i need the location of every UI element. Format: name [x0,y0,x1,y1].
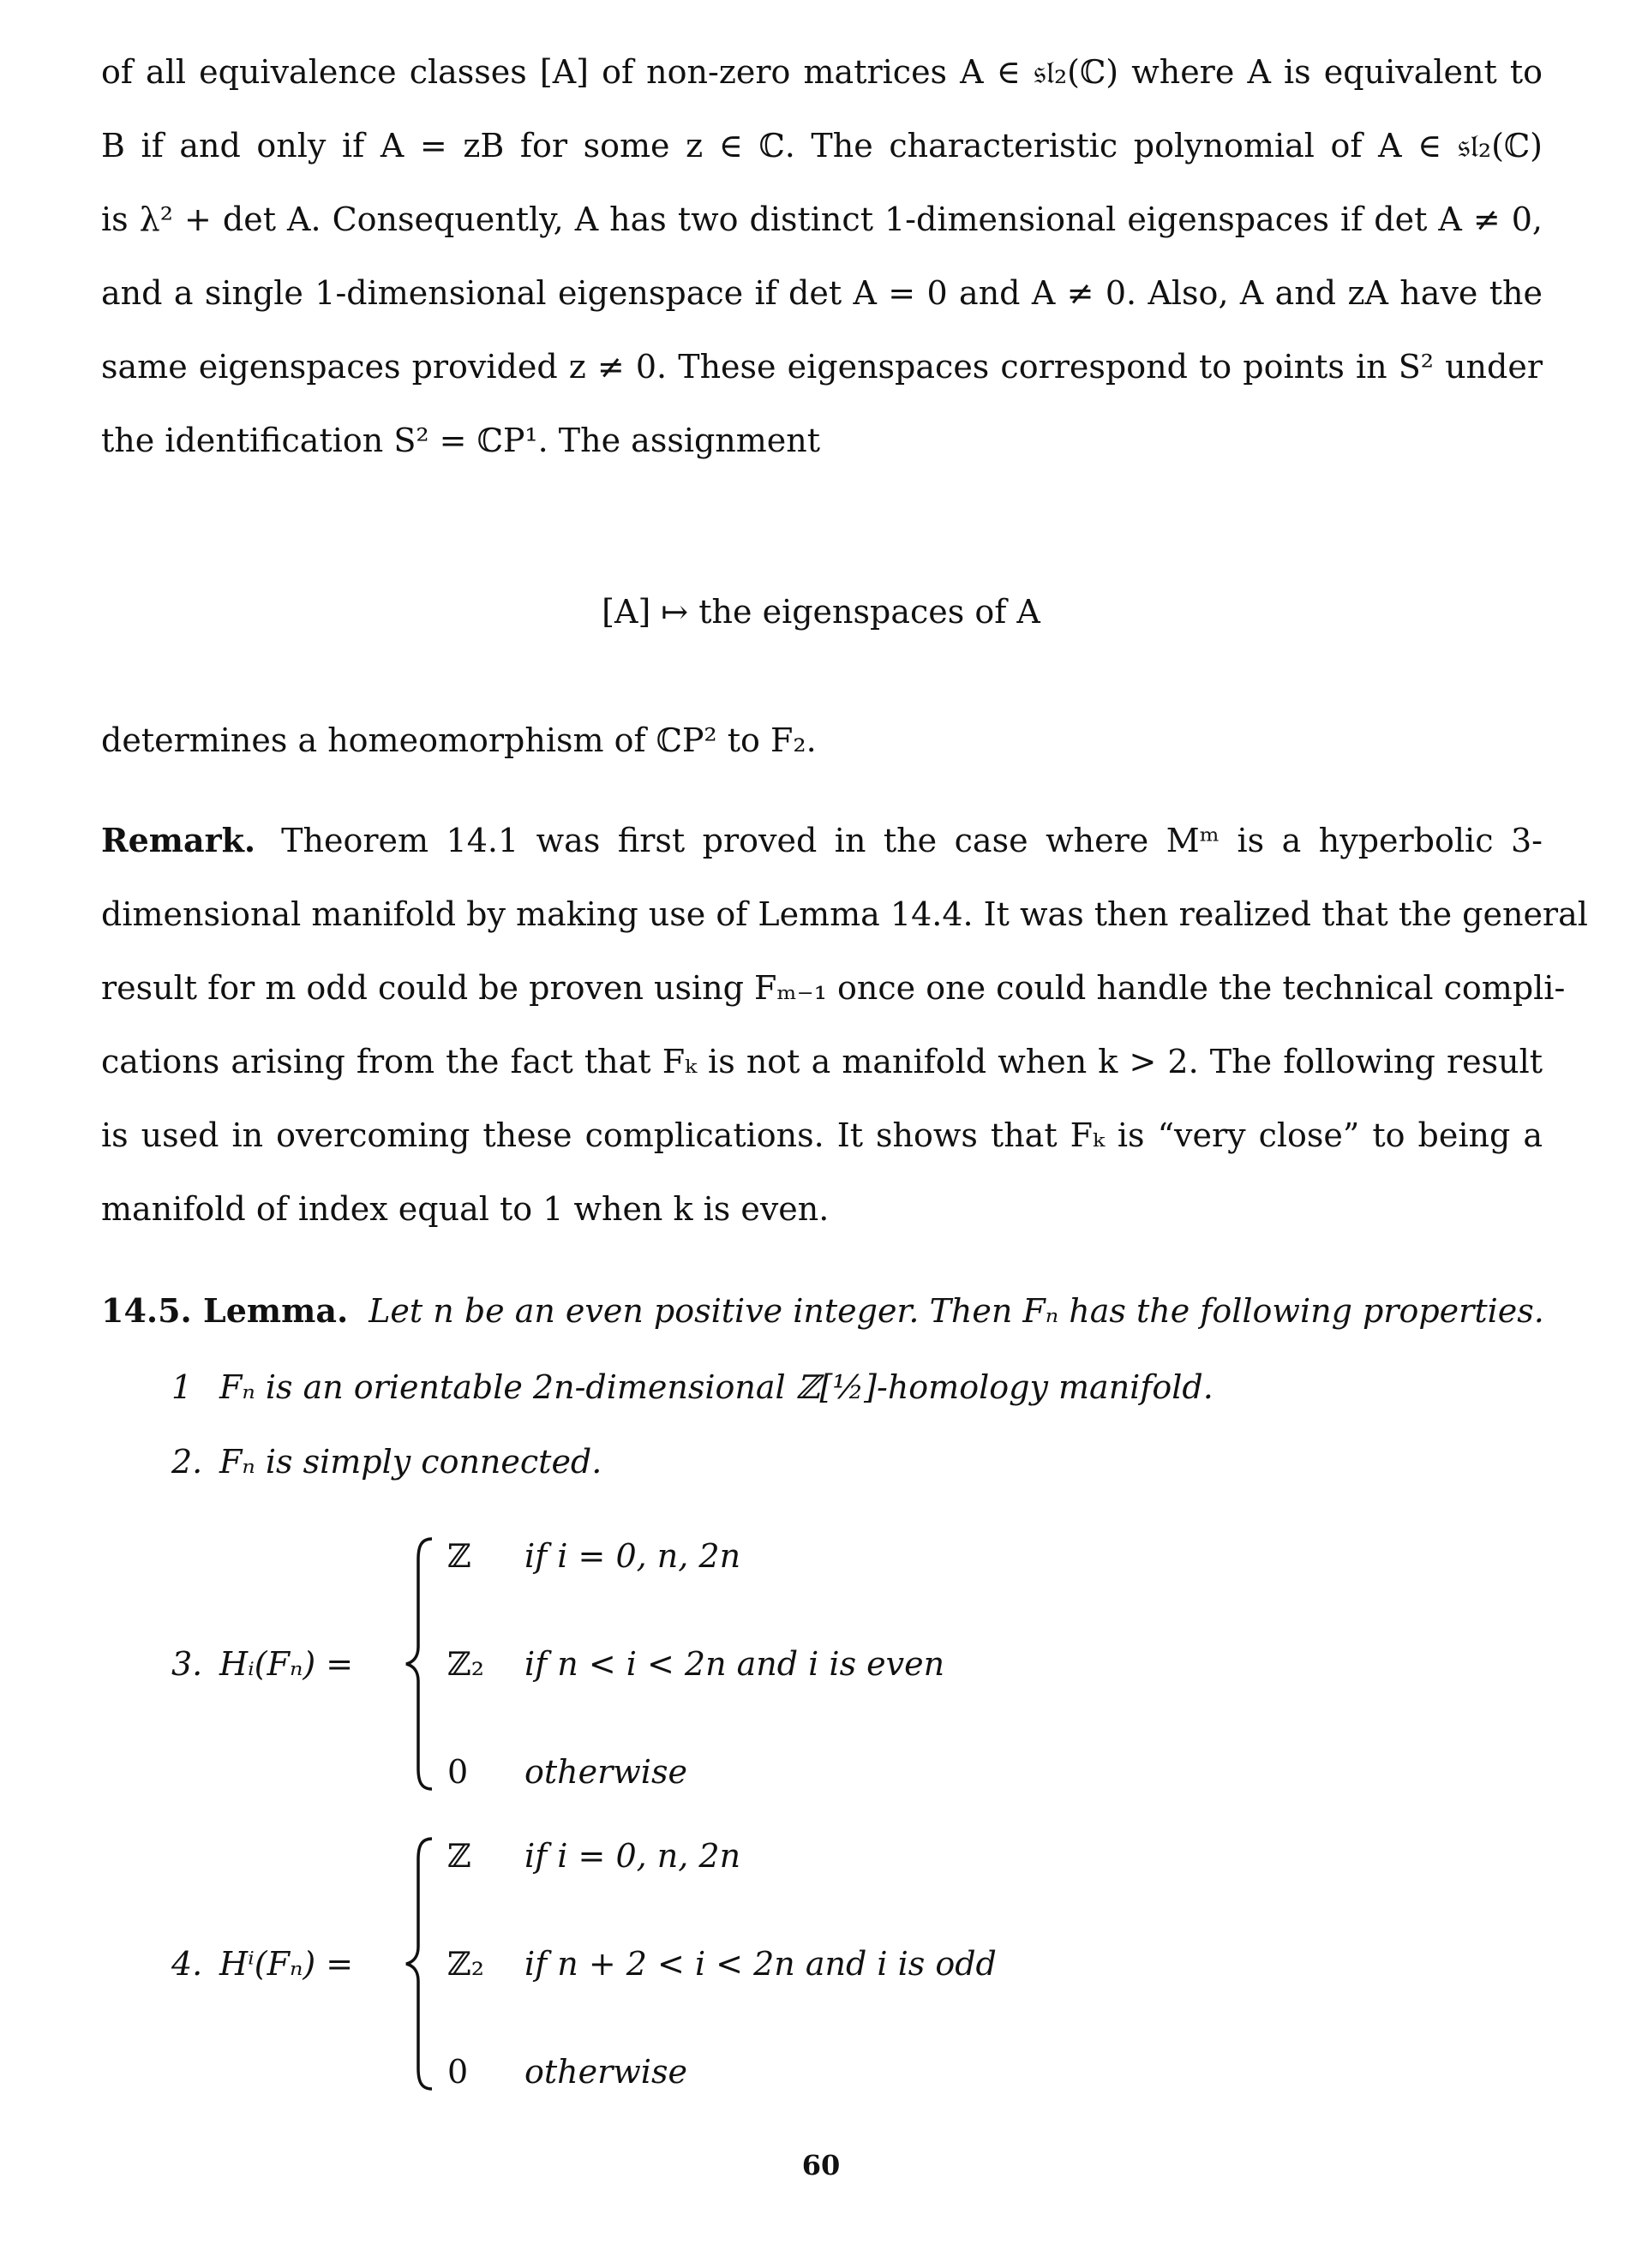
case-row [447,1534,740,1578]
remark-label: Remark. [101,821,256,859]
case-row [447,1750,687,1794]
case-value: ℤ₂ [447,1945,484,1983]
text-line: is λ² + det A. Consequently, A has two distinct 1-dimensional eigenspaces if det A ≠ 0, [101,200,1543,238]
lemma-heading [101,1289,1543,1333]
case-value: 0 [447,1753,469,1791]
case-condition: if n + 2 < i < 2n and i is odd [524,1945,997,1983]
case-value: ℤ [447,1837,471,1875]
case-condition: otherwise [524,1753,687,1791]
item-number: 2. [171,1443,203,1481]
case-condition: if n < i < 2n and i is even [524,1645,945,1683]
text-line: is used in overcoming these complications. It shows that Fₖ is “very close” to being a [101,1116,1543,1154]
lemma-label: 14.5. Lemma. [101,1291,349,1330]
text-line: and a single 1-dimensional eigenspace if det A = 0 and A ≠ 0. Also, A and zA have the [101,274,1543,312]
case-row [447,2050,687,2094]
case-row [447,1834,740,1878]
lemma-item-2 [171,1439,602,1484]
case-condition: if i = 0, n, 2n [524,1837,741,1875]
lemma-item-3-label [171,1642,353,1686]
item-number: 1 [171,1368,193,1406]
item-number: 3. [171,1645,203,1683]
lemma-statement: Let n be an even positive integer. Then Fₙ has the following properties. [369,1292,1544,1330]
case-row [447,1642,944,1686]
case-condition: if i = 0, n, 2n [524,1537,741,1575]
text-line: manifold of index equal to 1 when k is even. [101,1190,830,1228]
text-line: Theorem 14.1 was first proved in the case where Mᵐ is a hyperbolic 3- [281,822,1543,859]
case-value: ℤ₂ [447,1645,484,1683]
item-number: 4. [171,1945,203,1983]
left-brace-icon [403,1535,437,1792]
text-line: the identification S² = ℂP¹. The assignment [101,422,821,459]
text-line: determines a homeomorphism of ℂP² to F₂. [101,721,817,759]
case-value: ℤ [447,1537,471,1575]
left-brace-icon [403,1835,437,2092]
item-text: Fₙ is an orientable 2n-dimensional ℤ[½]-homology manifold. [219,1368,1214,1406]
case-row [447,1942,997,1986]
display-formula: [A] ↦ the eigenspaces of A [602,593,1040,631]
text-line: cations arising from the fact that Fₖ is not a manifold when k > 2. The following result [101,1043,1543,1080]
text-line: of all equivalence classes [A] of non-zero matrices A ∈ 𝔰𝔩₂(ℂ) where A is equivalent to [101,53,1543,91]
item-text: Fₙ is simply connected. [219,1443,602,1481]
case-value: 0 [447,2053,469,2091]
text-line: B if and only if A = zB for some z ∈ ℂ. The characteristic polynomial of A ∈ 𝔰𝔩₂(ℂ) [101,127,1543,165]
text-line: dimensional manifold by making use of Lemma 14.4. It was then realized that the general [101,895,1588,933]
text-line: same eigenspaces provided z ≠ 0. These eigenspaces correspond to points in S² under [101,348,1543,386]
case-condition: otherwise [524,2053,687,2091]
remark-first-line [101,818,1543,863]
text-line: result for m odd could be proven using Fₘ₋₁ once one could handle the technical compli- [101,969,1566,1007]
homology-lhs: Hᵢ(Fₙ) = [219,1645,354,1683]
page-number: 60 [801,2149,841,2181]
lemma-item-1 [171,1365,1214,1409]
cohomology-lhs: Hⁱ(Fₙ) = [219,1945,354,1983]
lemma-item-4-label [171,1942,353,1986]
